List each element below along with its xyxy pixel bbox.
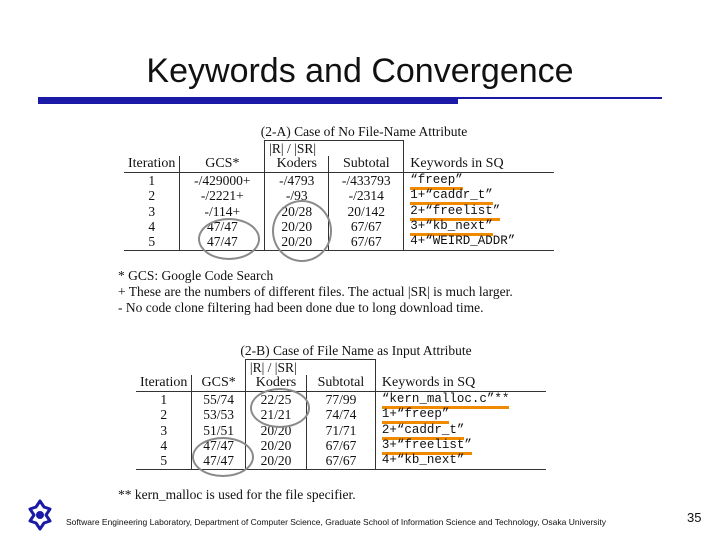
table-row bbox=[124, 219, 564, 234]
table-b-header: Subtotal bbox=[307, 375, 376, 391]
table-b-subheader: |R| / |SR| bbox=[245, 360, 375, 376]
table-row bbox=[124, 188, 564, 203]
table-row bbox=[136, 391, 556, 407]
table-cell: 20/20 bbox=[245, 438, 306, 453]
table-row bbox=[136, 407, 556, 422]
table-cell: 2 bbox=[136, 407, 192, 422]
table-cell: -/114+ bbox=[180, 204, 265, 219]
table-cell: 20/142 bbox=[329, 204, 404, 219]
table-cell: -/429000+ bbox=[180, 172, 265, 188]
note-file-specifier: ** kern_malloc is used for the file specifier. bbox=[118, 487, 356, 502]
keyword-cell: 2+“caddr_t” bbox=[382, 423, 465, 440]
keyword-cell: 2+“freelist” bbox=[410, 204, 500, 221]
table-cell: 20/28 bbox=[265, 204, 329, 219]
table-cell: 5 bbox=[136, 453, 192, 469]
table-b-header: GCS* bbox=[192, 375, 245, 391]
table-cell: 51/51 bbox=[192, 423, 245, 438]
table-cell: 4 bbox=[124, 219, 180, 234]
keyword-cell: 4+“kb_next” bbox=[375, 453, 546, 469]
slide-title: Keywords and Convergence bbox=[146, 52, 574, 90]
table-cell: 47/47 bbox=[192, 453, 245, 469]
table-a-subheader: |R| / |SR| bbox=[265, 141, 404, 157]
table-a-caption: (2-A) Case of No File-Name Attribute bbox=[260, 124, 468, 139]
table-a-block bbox=[124, 124, 564, 251]
keyword-cell: 3+“kb_next” bbox=[410, 219, 493, 236]
table-b-header: Keywords in SQ bbox=[375, 375, 546, 391]
table-row bbox=[136, 438, 556, 453]
table-row bbox=[136, 453, 556, 469]
table-b-header: Iteration bbox=[136, 375, 192, 391]
table-cell: -/2314 bbox=[329, 188, 404, 203]
table-cell: 3 bbox=[136, 423, 192, 438]
table-cell: 67/67 bbox=[307, 453, 376, 469]
table-cell: -/4793 bbox=[265, 172, 329, 188]
table-cell: 47/47 bbox=[192, 438, 245, 453]
table-cell: 77/99 bbox=[307, 391, 376, 407]
table-cell: 2 bbox=[124, 188, 180, 203]
keyword-cell: “kern_malloc.c”** bbox=[382, 392, 510, 409]
table-cell: 22/25 bbox=[245, 391, 306, 407]
note-filtering: - No code clone filtering had been done due to long download time. bbox=[118, 300, 484, 315]
table-cell: 20/20 bbox=[245, 453, 306, 469]
table-cell: 21/21 bbox=[245, 407, 306, 422]
table-cell: 20/20 bbox=[265, 234, 329, 250]
table-a-header: Keywords in SQ bbox=[404, 156, 554, 172]
table-cell: 47/47 bbox=[180, 234, 265, 250]
title-rule-thick bbox=[38, 98, 458, 104]
table-cell: 4 bbox=[136, 438, 192, 453]
table-cell: 53/53 bbox=[192, 407, 245, 422]
table-cell: 47/47 bbox=[180, 219, 265, 234]
table-cell: 71/71 bbox=[307, 423, 376, 438]
table-cell: 20/20 bbox=[245, 423, 306, 438]
table-cell: 20/20 bbox=[265, 219, 329, 234]
table-row bbox=[124, 234, 564, 250]
table-cell: 1 bbox=[124, 172, 180, 188]
table-b-header: Koders bbox=[245, 375, 306, 391]
footer-text: Software Engineering Laboratory, Department of Computer Science, Graduate School of Information Science and Technology, Osaka University bbox=[66, 517, 607, 527]
table-cell: -/93 bbox=[265, 188, 329, 203]
table-b-caption: (2-B) Case of File Name as Input Attribute bbox=[240, 343, 472, 358]
table-cell: 5 bbox=[124, 234, 180, 250]
table-a-header: Iteration bbox=[124, 156, 180, 172]
table-row bbox=[124, 172, 564, 188]
note-sr: + These are the numbers of different files. The actual |SR| is much larger. bbox=[118, 284, 513, 299]
table-b bbox=[136, 359, 556, 470]
table-cell: 1 bbox=[136, 391, 192, 407]
table-cell: 3 bbox=[124, 204, 180, 219]
table-cell: 74/74 bbox=[307, 407, 376, 422]
keyword-cell: 4+“WEIRD_ADDR” bbox=[404, 234, 554, 250]
table-a-header: GCS* bbox=[180, 156, 265, 172]
table-row bbox=[136, 423, 556, 438]
table-cell: 67/67 bbox=[307, 438, 376, 453]
keyword-cell: 3+“freelist” bbox=[382, 438, 472, 455]
table-a bbox=[124, 140, 564, 251]
table-cell: 67/67 bbox=[329, 234, 404, 250]
keyword-cell: 1+“caddr_t” bbox=[410, 188, 493, 205]
table-cell: 67/67 bbox=[329, 219, 404, 234]
table-a-header: Koders bbox=[265, 156, 329, 172]
table-cell: 55/74 bbox=[192, 391, 245, 407]
keyword-cell: “freep” bbox=[410, 173, 463, 190]
page-number: 35 bbox=[687, 510, 702, 525]
note-gcs: * GCS: Google Code Search bbox=[118, 268, 274, 283]
table-row bbox=[124, 204, 564, 219]
keyword-cell: 1+“freep” bbox=[382, 407, 450, 424]
table-b-block bbox=[136, 343, 556, 470]
table-a-header: Subtotal bbox=[329, 156, 404, 172]
university-logo-icon bbox=[22, 497, 58, 533]
table-cell: -/2221+ bbox=[180, 188, 265, 203]
table-cell: -/433793 bbox=[329, 172, 404, 188]
